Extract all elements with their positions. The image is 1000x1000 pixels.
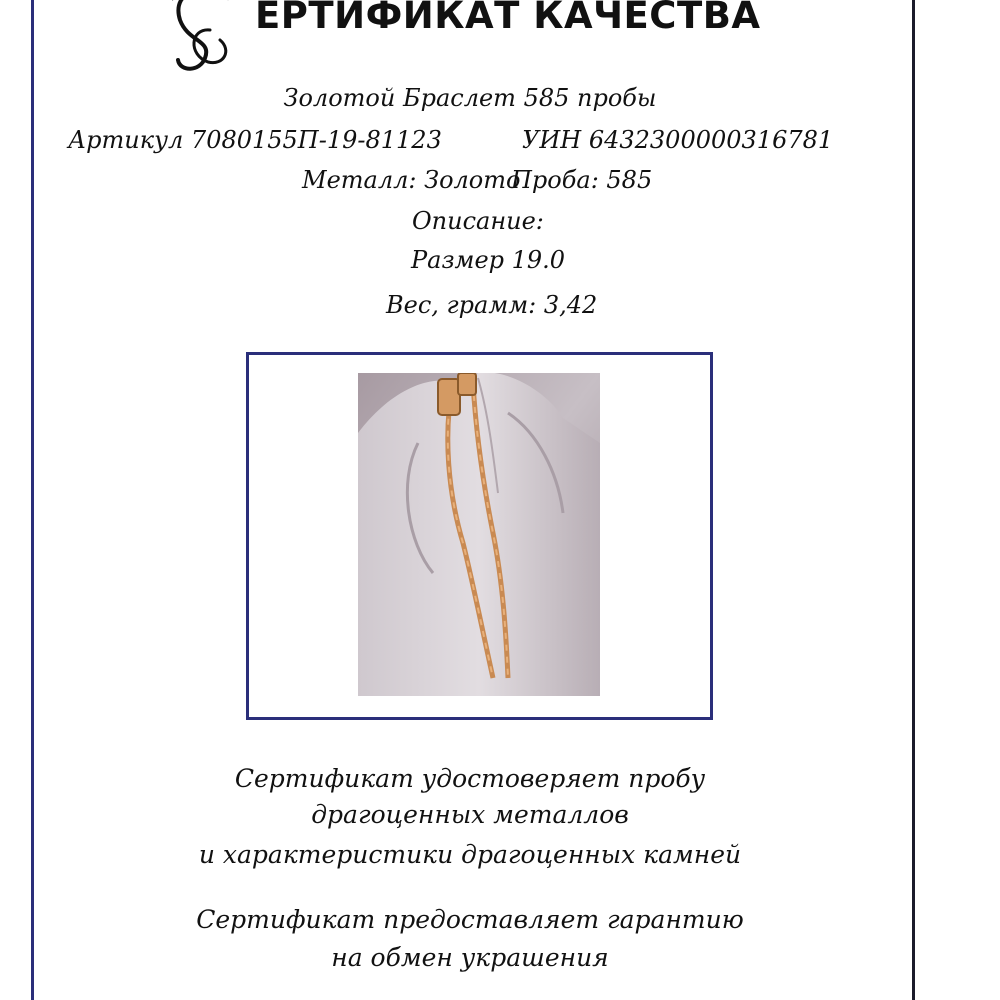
monogram-icon <box>150 0 250 75</box>
footer-line-2: драгоценных металлов <box>311 800 629 829</box>
metal-field: Металл: Золото <box>302 166 521 194</box>
uin-number: УИН 6432300000316781 <box>522 126 834 154</box>
probe-field: Проба: 585 <box>511 166 653 194</box>
size-field: Размер 19.0 <box>411 246 566 274</box>
footer-line-4: Сертификат предоставляет гарантию <box>196 905 744 934</box>
product-name: Золотой Браслет 585 пробы <box>283 84 657 112</box>
bracelet-image <box>358 373 600 696</box>
bracelet-photo <box>358 373 600 696</box>
footer-line-3: и характеристики драгоценных камней <box>198 840 742 869</box>
article-number: Артикул 7080155П-19-81123 <box>68 126 442 154</box>
certificate-title: ЕРТИФИКАТ КАЧЕСТВА <box>255 0 761 37</box>
footer-line-5: на обмен украшения <box>331 943 609 972</box>
footer-line-1: Сертификат удостоверяет пробу <box>234 764 706 793</box>
description-label: Описание: <box>412 207 544 235</box>
weight-field: Вес, грамм: 3,42 <box>386 291 598 319</box>
